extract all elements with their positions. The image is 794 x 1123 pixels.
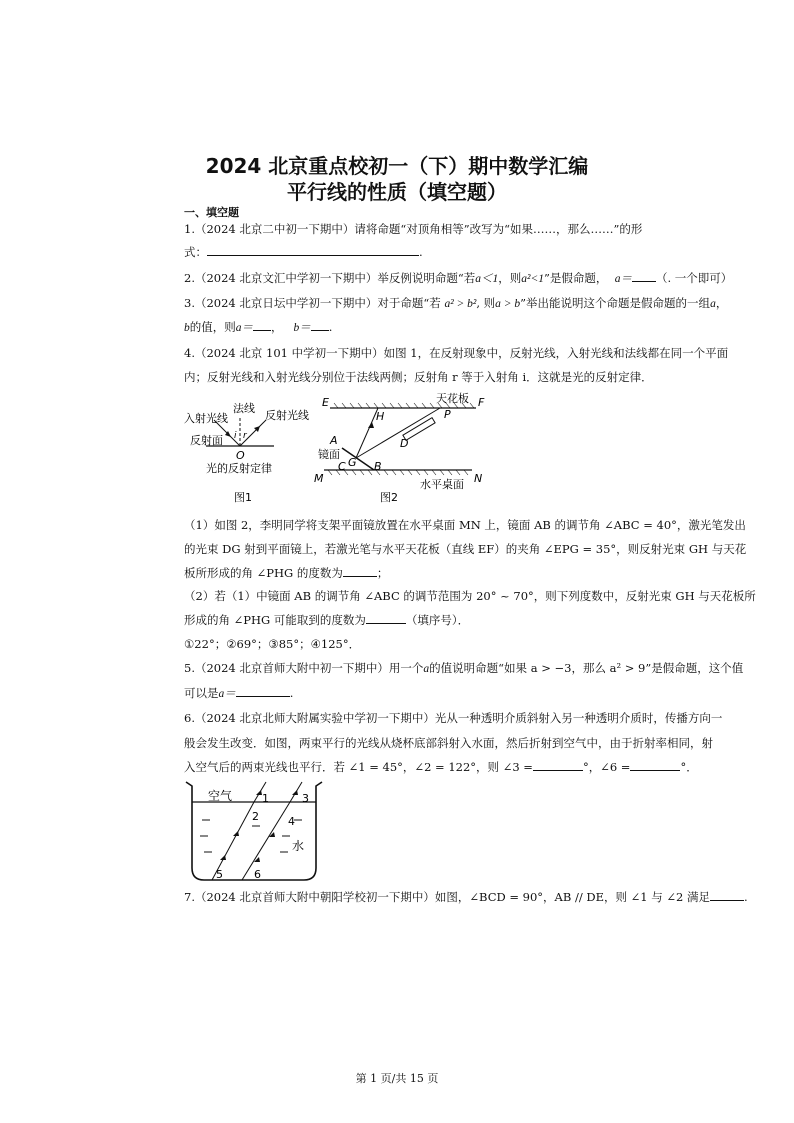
q7-text: 7.（2024 北京首师大附中朝阳学校初一下期中）如图，∠BCD = 90°，AB // DE，则 ∠1 与 ∠2 满足 <box>184 890 710 904</box>
q3-line2 <box>184 319 332 336</box>
q3-var-a: a <box>710 298 716 310</box>
q4-part1-line1: （1）如图 2，李明同学将支架平面镜放置在水平桌面 MN 上，镜面 AB 的调节角 ∠ABC = 40°，激光笔发出 <box>184 518 746 532</box>
fig2-desk-label: 水平桌面 <box>420 478 464 491</box>
fig2-caption: 图2 <box>380 491 398 504</box>
q2-answer-blank <box>632 270 656 282</box>
fig2-point-D: D <box>400 437 409 450</box>
q6-line1: 6.（2024 北京北师大附属实验中学初一下期中）光从一种透明介质斜射入另一种透明介质时，传播方向一 <box>184 711 723 725</box>
q6-mid: °，∠6 = <box>582 760 631 774</box>
laser-ray-PG <box>356 408 440 458</box>
fig2-point-F: F <box>478 396 485 409</box>
fig2-point-C: C <box>338 460 346 473</box>
q3-condition: a² > b² <box>444 298 477 310</box>
q1-prefix: 式： <box>184 245 207 259</box>
q4-part1-lead: 板所形成的角 ∠PHG 的度数为 <box>184 566 343 580</box>
angle-6-label: 6 <box>254 868 261 881</box>
q4-part2-lead: 形成的角 ∠PHG 可能取到的度数为 <box>184 613 366 627</box>
fig2-point-P: P <box>444 408 451 421</box>
fig2-point-N: N <box>474 472 483 485</box>
fig1-surface-label: 反射面 <box>190 434 223 447</box>
q3-answer-b-blank <box>311 319 329 331</box>
q2-note: （. 一个即可） <box>655 271 733 285</box>
q3-answer-a-label: a＝ <box>235 322 253 334</box>
q1-line1: 1.（2024 北京二中初一下期中）请将命题“对顶角相等”改写为“如果……，那么……”的形 <box>184 222 643 236</box>
q6-line3 <box>184 759 698 775</box>
fig1-angle-i: i <box>234 431 237 441</box>
fig1-normal-label: 法线 <box>233 402 255 415</box>
q5-end: . <box>289 686 294 700</box>
fig2-mirror-label: 镜面 <box>318 448 340 461</box>
q4-part1-end: ； <box>376 566 389 580</box>
q5-lead: 5.（2024 北京首师大附中初一下期中）用一个 <box>184 661 424 675</box>
page-footer: 第 1 页/共 15 页 <box>355 1072 439 1085</box>
page-subtitle: 平行线的性质（填空题） <box>287 180 507 204</box>
q4-figure-2 <box>312 392 492 508</box>
fig1-caption: 图1 <box>234 491 252 504</box>
section-heading: 一、填空题 <box>184 206 239 219</box>
fig1-law-label: 光的反射定律 <box>206 462 272 475</box>
fig1-incident-label: 入射光线 <box>184 412 228 425</box>
q3-conclusion: a > b <box>495 298 521 310</box>
q2-mid: ，则 <box>498 271 522 285</box>
q4-part2-line2 <box>184 612 469 628</box>
fig2-ceiling-label: 天花板 <box>436 392 469 405</box>
q4-part2-answer-blank <box>366 612 406 624</box>
reflected-ray-GH <box>356 408 378 458</box>
q2-lead: 2.（2024 北京文汇中学初一下期中）举反例说明命题“若 <box>184 271 476 285</box>
q2-condition: a＜1 <box>475 273 499 285</box>
q7-answer-blank <box>710 889 744 901</box>
angle-2-label: 2 <box>252 810 259 823</box>
fig2-point-A: A <box>330 434 338 447</box>
q4-part2-line1: （2）若（1）中镜面 AB 的调节角 ∠ABC 的调节范围为 20° ~ 70°，则下列度数中，反射光束 GH 与天花板所 <box>184 589 756 603</box>
desk-hatching <box>328 470 468 475</box>
q5-answer-blank <box>236 685 290 697</box>
q5-tail: 的值说明命题“如果 a > −3，那么 a² > 9”是假命题，这个值 <box>429 661 744 675</box>
q5-line2 <box>184 685 293 702</box>
fig1-angle-r: r <box>243 431 247 441</box>
q3-var-b: b <box>184 322 190 334</box>
fig2-point-G: G <box>348 456 357 469</box>
q7-line <box>184 889 748 905</box>
q4-intro-line1: 4.（2024 北京 101 中学初一下期中）如图 1，在反射现象中，反射光线，入射光线和法线都在同一个平面 <box>184 346 729 360</box>
q3-tail: ”举出能说明这个命题是假命题的一组 <box>520 296 711 310</box>
q3-text <box>184 295 727 312</box>
angle-1-label: 1 <box>262 792 269 805</box>
light-ray-2-water <box>242 802 290 880</box>
q7-end: . <box>744 890 748 904</box>
q1-text <box>184 221 642 237</box>
q4-figure-1 <box>184 398 314 508</box>
q1-line2 <box>184 244 423 260</box>
q5-var: a <box>423 663 430 675</box>
q6-lead: 入空气后的两束光线也平行．若 ∠1 = 45°，∠2 = 122°，则 ∠3 = <box>184 760 533 774</box>
q3-lead2: 的值，则 <box>189 320 236 334</box>
q4-part1-line3 <box>184 565 388 581</box>
q3-sep: ， <box>271 320 283 334</box>
q4-part1-answer-blank <box>343 565 377 577</box>
fig1-point-O: O <box>236 449 245 462</box>
q4-part1-line2: 的光束 DG 射到平面镜上，若激光笔与水平天花板（直线 EF）的夹角 ∠EPG = 35°，则反射光束 GH 与天花 <box>184 542 747 556</box>
q3-answer-b-label: b＝ <box>293 322 311 334</box>
q3-lead: 3.（2024 北京日坛中学初一下期中）对于命题“若 <box>184 296 441 310</box>
mirror-AB <box>342 448 374 470</box>
page-title: 2024 北京重点校初一（下）期中数学汇编 <box>205 154 589 178</box>
q2-answer-label: a＝ <box>614 273 632 285</box>
q3-end: . <box>328 320 333 334</box>
q3-answer-a-blank <box>253 319 271 331</box>
q6-line2: 般会发生改变．如图，两束平行的光线从烧杯底部斜射入水面，然后折射到空气中，由于折射率相同，射 <box>184 736 713 750</box>
q1-answer-blank <box>207 244 419 256</box>
q5-answer-label: a＝ <box>218 688 236 700</box>
fig2-point-E: E <box>322 396 329 409</box>
q4-intro-line2: 内；反射光线和入射光线分别位于法线两侧；反射角 r 等于入射角 i．这就是光的反射定律． <box>184 370 653 384</box>
q2-text <box>184 270 732 287</box>
water-marks <box>200 820 305 853</box>
q3-comma: ， <box>715 296 728 310</box>
q5-lead2: 可以是 <box>184 686 219 700</box>
angle-5-label: 5 <box>216 868 223 881</box>
fig2-point-B: B <box>374 460 382 473</box>
air-label: 空气 <box>208 789 233 803</box>
q2-tail: ”是假命题， <box>544 271 608 285</box>
q3-mid: , 则 <box>476 296 496 310</box>
q4-part2-end: （填序号）． <box>405 613 470 627</box>
q2-conclusion: a²<1 <box>521 273 544 285</box>
q6-answer6-blank <box>630 759 680 771</box>
angle-3-label: 3 <box>302 792 309 805</box>
fig2-point-H: H <box>376 410 385 423</box>
fig2-point-M: M <box>314 472 324 485</box>
q4-options: ①22°；②69°；③85°；④125°． <box>184 637 361 651</box>
fig1-reflected-label: 反射光线 <box>265 409 309 422</box>
q6-answer3-blank <box>533 759 583 771</box>
angle-4-label: 4 <box>288 815 295 828</box>
water-label: 水 <box>292 839 305 853</box>
q1-end: . <box>419 245 423 259</box>
q6-end: °． <box>680 760 698 774</box>
q6-beaker-figure <box>182 780 330 886</box>
q5-line1 <box>184 660 743 677</box>
